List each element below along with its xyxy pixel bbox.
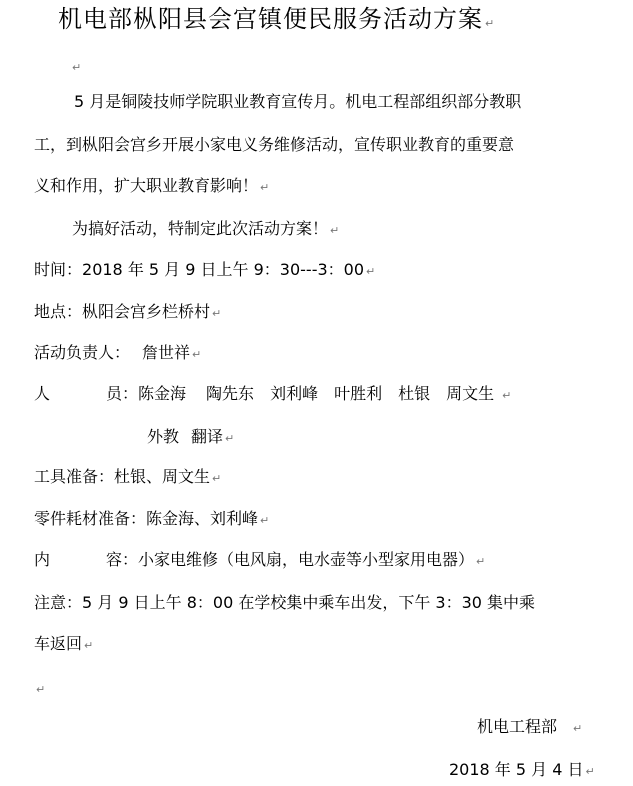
parts-line xyxy=(34,509,269,531)
paragraph-mark: ↵ xyxy=(192,348,202,361)
note-line-2 xyxy=(34,634,93,656)
tools-value: 杜银、周文生 xyxy=(114,467,211,486)
paragraph-mark: ↵ xyxy=(36,683,46,696)
paragraph-mark: ↵ xyxy=(212,472,222,485)
paragraph-mark: ↵ xyxy=(72,61,82,74)
location-label: 地点： xyxy=(34,302,83,321)
plan-text: 为搞好活动，特制定此次活动方案！ xyxy=(72,219,329,238)
leader-value: 詹世祥 xyxy=(142,343,191,362)
intro-line-3 xyxy=(34,176,269,198)
paragraph-mark: ↵ xyxy=(366,265,376,278)
note-text: 车返回 xyxy=(34,634,83,653)
parts-label: 零件耗材准备： xyxy=(34,509,147,528)
personnel-line-2 xyxy=(147,427,234,449)
intro-text: 5 月是铜陵技师学院职业教育宣传月。机电工程部组织部分教职 xyxy=(74,92,522,111)
paragraph-mark: ↵ xyxy=(485,17,496,30)
plan-line xyxy=(72,219,339,241)
time-value: 2018 年 5 月 9 日上午 9：30---3：00 xyxy=(82,260,365,279)
personnel-line-1 xyxy=(34,384,511,406)
document-title xyxy=(58,4,495,39)
personnel-label-first: 人 xyxy=(34,384,51,403)
intro-line-1 xyxy=(74,92,521,112)
parts-value: 陈金海、刘利峰 xyxy=(146,509,259,528)
title-text: 机电部枞阳县会宫镇便民服务活动方案 xyxy=(58,5,483,33)
intro-text: 工，到枞阳会宫乡开展小家电义务维修活动，宣传职业教育的重要意 xyxy=(34,135,515,154)
paragraph-mark: ↵ xyxy=(502,389,512,402)
person-name: 杜银 xyxy=(398,384,431,403)
person-name: 外教 xyxy=(147,427,180,446)
content-value: 小家电维修（电风扇，电水壶等小型家用电器） xyxy=(138,550,475,569)
content-line xyxy=(34,550,485,572)
location-value: 枞阳会宫乡栏桥村 xyxy=(82,302,211,321)
paragraph-mark: ↵ xyxy=(585,765,595,778)
intro-line-2 xyxy=(34,135,514,155)
paragraph-mark: ↵ xyxy=(84,639,94,652)
paragraph-mark: ↵ xyxy=(212,307,222,320)
person-name: 叶胜利 xyxy=(334,384,383,403)
signature-dept xyxy=(477,717,582,739)
empty-paragraph xyxy=(34,678,45,700)
paragraph-mark: ↵ xyxy=(260,181,270,194)
intro-text: 义和作用，扩大职业教育影响！ xyxy=(34,176,259,195)
leader-line xyxy=(34,343,201,365)
time-label: 时间： xyxy=(34,260,83,279)
paragraph-mark: ↵ xyxy=(225,432,235,445)
paragraph-mark: ↵ xyxy=(476,555,486,568)
tools-line xyxy=(34,467,221,489)
person-name: 周文生 xyxy=(446,384,495,403)
location-line xyxy=(34,302,221,324)
person-name: 翻译 xyxy=(191,427,224,446)
tools-label: 工具准备： xyxy=(34,467,115,486)
content-label-second: 容： xyxy=(106,550,139,569)
content-label-first: 内 xyxy=(34,550,51,569)
person-name: 陶先东 xyxy=(206,384,255,403)
note-line-1 xyxy=(34,593,535,613)
note-text: 注意：5 月 9 日上午 8：00 在学校集中乘车出发，下午 3：30 集中乘 xyxy=(34,593,536,612)
empty-paragraph xyxy=(70,56,81,78)
paragraph-mark: ↵ xyxy=(573,722,583,735)
leader-label: 活动负责人： xyxy=(34,343,131,362)
signature-date xyxy=(449,760,595,782)
signature-dept-text: 机电工程部 xyxy=(477,717,558,736)
person-name: 陈金海 xyxy=(138,384,187,403)
signature-date-text: 2018 年 5 月 4 日 xyxy=(449,760,584,779)
personnel-label-second: 员： xyxy=(106,384,139,403)
person-name: 刘利峰 xyxy=(270,384,319,403)
paragraph-mark: ↵ xyxy=(260,514,270,527)
paragraph-mark: ↵ xyxy=(330,224,340,237)
time-line xyxy=(34,260,375,282)
